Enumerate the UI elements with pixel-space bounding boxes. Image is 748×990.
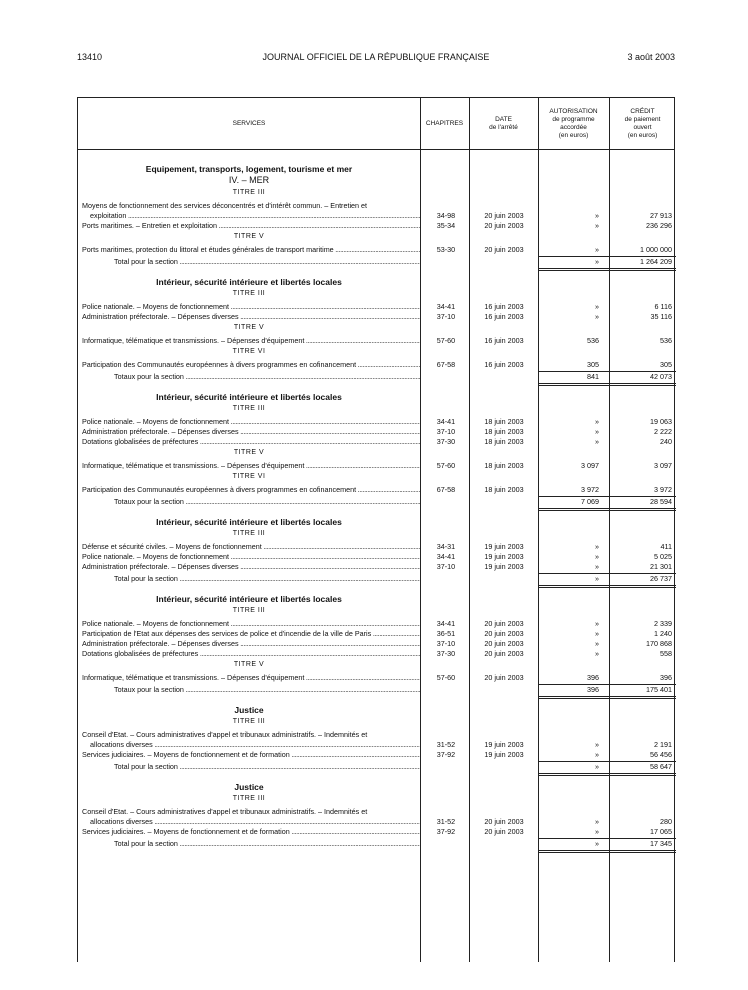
table-row <box>78 211 676 221</box>
titre-heading: TITRE V <box>233 233 265 240</box>
header-divider <box>78 149 674 150</box>
table-row <box>78 245 676 255</box>
autorisation-cell: 396 <box>587 673 599 682</box>
titre-heading: TITRE III <box>232 607 266 614</box>
service-label: Totaux pour la section ..... <box>114 685 420 695</box>
total-row <box>78 762 676 772</box>
service-label: Services judiciaires. – Moyens de fonctionnement et de formation ..... <box>82 827 420 837</box>
credit-cell: 280 <box>660 817 672 826</box>
chapitre-cell: 34-41 <box>436 619 456 628</box>
chapitre-cell: 57-60 <box>436 461 456 470</box>
autorisation-cell: » <box>595 211 599 220</box>
journal-title: JOURNAL OFFICIEL DE LA RÉPUBLIQUE FRANÇAISE <box>262 52 490 62</box>
service-label: Défense et sécurité civiles. – Moyens de fonctionnement ..... <box>82 542 420 552</box>
autorisation-cell: » <box>595 762 599 771</box>
service-label: Police nationale. – Moyens de fonctionnement ..... <box>82 302 420 312</box>
date-cell: 16 juin 2003 <box>484 302 524 311</box>
service-label: allocations diverses ..... <box>90 740 420 750</box>
date-cell: 20 juin 2003 <box>484 211 524 220</box>
chapitre-cell: 34-41 <box>436 302 456 311</box>
credit-cell: 2 339 <box>654 619 672 628</box>
chapitre-cell: 37-10 <box>436 427 456 436</box>
credit-cell: 58 647 <box>650 762 672 771</box>
issue-date: 3 août 2003 <box>627 52 675 62</box>
credit-cell: 2 222 <box>654 427 672 436</box>
section-title: Justice <box>234 705 264 715</box>
total-rule <box>538 585 676 586</box>
table-row <box>78 485 676 495</box>
date-cell: 20 juin 2003 <box>484 639 524 648</box>
service-label: Totaux pour la section ..... <box>114 497 420 507</box>
date-cell: 20 juin 2003 <box>484 673 524 682</box>
service-label: allocations diverses ..... <box>90 817 420 827</box>
section-title: Intérieur, sécurité intérieure et libertés locales <box>156 594 342 604</box>
date-cell: 20 juin 2003 <box>484 221 524 230</box>
autorisation-cell: » <box>595 750 599 759</box>
chapitre-cell: 53-30 <box>436 245 456 254</box>
service-label: Police nationale. – Moyens de fonctionnement ..... <box>82 417 420 427</box>
service-label: Participation de l'Etat aux dépenses des services de police et d'incendie de la ville de Paris ..... <box>82 629 420 639</box>
table-row <box>78 639 676 649</box>
service-label: Informatique, télématique et transmissions. – Dépenses d'équipement ..... <box>82 461 420 471</box>
date-cell: 19 juin 2003 <box>484 740 524 749</box>
date-cell: 19 juin 2003 <box>484 552 524 561</box>
table-row <box>78 827 676 837</box>
service-label: Administration préfectorale. – Dépenses diverses ..... <box>82 639 420 649</box>
chapitre-cell: 34-41 <box>436 417 456 426</box>
service-label: Conseil d'Etat. – Cours administratives d'appel et tribunaux administratifs. – Indemnités et <box>82 807 368 816</box>
total-rule <box>538 587 676 588</box>
chapitre-cell: 37-92 <box>436 827 456 836</box>
table-row <box>78 673 676 683</box>
chapitre-cell: 57-60 <box>436 336 456 345</box>
date-cell: 16 juin 2003 <box>484 360 524 369</box>
credit-cell: 305 <box>660 360 672 369</box>
total-rule <box>538 838 676 839</box>
credit-cell: 19 063 <box>650 417 672 426</box>
autorisation-cell: 7 069 <box>581 497 599 506</box>
table-row <box>78 312 676 322</box>
autorisation-cell: » <box>595 257 599 266</box>
credit-cell: 6 116 <box>654 302 672 311</box>
autorisation-cell: » <box>595 817 599 826</box>
table-row <box>78 807 676 817</box>
credit-cell: 1 264 209 <box>640 257 672 266</box>
credit-cell: 27 913 <box>650 211 672 220</box>
titre-heading: TITRE III <box>232 189 266 196</box>
autorisation-cell: » <box>595 639 599 648</box>
col-header-services: SERVICES <box>232 119 266 127</box>
total-row <box>78 497 676 507</box>
service-label: Ports maritimes, protection du littoral et études générales de transport maritime ..... <box>82 245 420 255</box>
chapitre-cell: 37-92 <box>436 750 456 759</box>
table-row <box>78 740 676 750</box>
service-label: Administration préfectorale. – Dépenses diverses ..... <box>82 427 420 437</box>
page-number: 13410 <box>77 52 103 62</box>
col-header-chapitres: CHAPITRES <box>425 119 464 127</box>
autorisation-cell: 3 097 <box>581 461 599 470</box>
credit-cell: 3 972 <box>654 485 672 494</box>
section-subtitle: IV. – MER <box>228 175 270 185</box>
autorisation-cell: 3 972 <box>581 485 599 494</box>
total-rule <box>538 698 676 699</box>
titre-heading: TITRE VI <box>232 473 266 480</box>
service-label: Conseil d'Etat. – Cours administratives d'appel et tribunaux administratifs. – Indemnités et <box>82 730 368 739</box>
credit-cell: 396 <box>660 673 672 682</box>
chapitre-cell: 37-10 <box>436 639 456 648</box>
date-cell: 18 juin 2003 <box>484 427 524 436</box>
autorisation-cell: » <box>595 649 599 658</box>
chapitre-cell: 37-10 <box>436 312 456 321</box>
total-rule <box>538 383 676 384</box>
autorisation-cell: 396 <box>587 685 599 694</box>
titre-heading: TITRE III <box>232 718 266 725</box>
section-title: Intérieur, sécurité intérieure et libertés locales <box>156 277 342 287</box>
service-label: Dotations globalisées de préfectures ..... <box>82 437 420 447</box>
table-row <box>78 730 676 740</box>
total-rule <box>538 773 676 774</box>
autorisation-cell: » <box>595 619 599 628</box>
autorisation-cell: 841 <box>587 372 599 381</box>
autorisation-cell: » <box>595 312 599 321</box>
total-row <box>78 685 676 695</box>
credit-cell: 1 000 000 <box>640 245 672 254</box>
chapitre-cell: 37-30 <box>436 437 456 446</box>
autorisation-cell: » <box>595 245 599 254</box>
autorisation-cell: » <box>595 827 599 836</box>
date-cell: 18 juin 2003 <box>484 461 524 470</box>
credit-cell: 411 <box>660 542 672 551</box>
chapitre-cell: 31-52 <box>436 740 456 749</box>
service-label: Ports maritimes. – Entretien et exploitation ..... <box>82 221 420 231</box>
autorisation-cell: » <box>595 417 599 426</box>
date-cell: 16 juin 2003 <box>484 312 524 321</box>
credit-cell: 1 240 <box>654 629 672 638</box>
titre-heading: TITRE V <box>233 449 265 456</box>
chapitre-cell: 57-60 <box>436 673 456 682</box>
date-cell: 18 juin 2003 <box>484 485 524 494</box>
total-rule <box>538 696 676 697</box>
credit-cell: 17 065 <box>650 827 672 836</box>
credit-cell: 17 345 <box>650 839 672 848</box>
chapitre-cell: 31-52 <box>436 817 456 826</box>
credit-cell: 21 301 <box>650 562 672 571</box>
autorisation-cell: » <box>595 427 599 436</box>
table-row <box>78 552 676 562</box>
service-label: Services judiciaires. – Moyens de fonctionnement et de formation ..... <box>82 750 420 760</box>
total-row <box>78 372 676 382</box>
autorisation-cell: » <box>595 629 599 638</box>
total-row <box>78 257 676 267</box>
service-label: Totaux pour la section ..... <box>114 372 420 382</box>
total-row <box>78 574 676 584</box>
section-title: Equipement, transports, logement, tourisme et mer <box>145 164 353 174</box>
date-cell: 19 juin 2003 <box>484 750 524 759</box>
credit-cell: 56 456 <box>650 750 672 759</box>
total-rule <box>538 270 676 271</box>
col-header-autorisation: AUTORISATION de programme accordée (en euros) <box>549 107 598 139</box>
chapitre-cell: 67-58 <box>436 360 456 369</box>
credit-cell: 240 <box>660 437 672 446</box>
col-header-credit: CRÉDIT de paiement ouvert (en euros) <box>624 107 661 139</box>
service-label: Total pour la section ..... <box>114 839 420 849</box>
total-row <box>78 839 676 849</box>
table-row <box>78 336 676 346</box>
table-row <box>78 437 676 447</box>
service-label: Administration préfectorale. – Dépenses diverses ..... <box>82 312 420 322</box>
credit-cell: 42 073 <box>650 372 672 381</box>
service-label: Police nationale. – Moyens de fonctionnement ..... <box>82 552 420 562</box>
titre-heading: TITRE VI <box>232 348 266 355</box>
chapitre-cell: 37-30 <box>436 649 456 658</box>
service-label: exploitation ..... <box>90 211 420 221</box>
table-row <box>78 360 676 370</box>
total-rule <box>538 371 676 372</box>
total-rule <box>538 761 676 762</box>
service-label: Participation des Communautés européennes à divers programmes en cofinancement ..... <box>82 360 420 370</box>
service-label: Informatique, télématique et transmissions. – Dépenses d'équipement ..... <box>82 673 420 683</box>
autorisation-cell: » <box>595 221 599 230</box>
date-cell: 20 juin 2003 <box>484 817 524 826</box>
table-row <box>78 427 676 437</box>
service-label: Police nationale. – Moyens de fonctionnement ..... <box>82 619 420 629</box>
chapitre-cell: 67-58 <box>436 485 456 494</box>
autorisation-cell: » <box>595 437 599 446</box>
credit-cell: 536 <box>660 336 672 345</box>
credit-cell: 3 097 <box>654 461 672 470</box>
autorisation-cell: » <box>595 552 599 561</box>
total-rule <box>538 573 676 574</box>
table-row <box>78 417 676 427</box>
credit-cell: 2 191 <box>654 740 672 749</box>
autorisation-cell: » <box>595 839 599 848</box>
date-cell: 16 juin 2003 <box>484 336 524 345</box>
chapitre-cell: 34-41 <box>436 552 456 561</box>
credits-table <box>77 97 675 962</box>
credit-cell: 175 401 <box>646 685 672 694</box>
total-rule <box>538 508 676 509</box>
total-rule <box>538 496 676 497</box>
date-cell: 18 juin 2003 <box>484 437 524 446</box>
date-cell: 20 juin 2003 <box>484 619 524 628</box>
total-rule <box>538 256 676 257</box>
chapitre-cell: 36-51 <box>436 629 456 638</box>
service-label: Total pour la section ..... <box>114 257 420 267</box>
total-rule <box>538 684 676 685</box>
credit-cell: 28 594 <box>650 497 672 506</box>
autorisation-cell: 305 <box>587 360 599 369</box>
credit-cell: 26 737 <box>650 574 672 583</box>
page-header <box>77 52 675 66</box>
chapitre-cell: 34-98 <box>436 211 456 220</box>
credit-cell: 35 116 <box>650 312 672 321</box>
date-cell: 20 juin 2003 <box>484 245 524 254</box>
col-header-date: DATE de l'arrêté <box>489 115 518 131</box>
total-rule <box>538 852 676 853</box>
titre-heading: TITRE III <box>232 405 266 412</box>
table-row <box>78 221 676 231</box>
table-row <box>78 649 676 659</box>
chapitre-cell: 37-10 <box>436 562 456 571</box>
table-row <box>78 619 676 629</box>
titre-heading: TITRE III <box>232 795 266 802</box>
table-row <box>78 750 676 760</box>
credit-cell: 170 868 <box>646 639 672 648</box>
service-label: Moyens de fonctionnement des services déconcentrés et d'intérêt commun. – Entretien et <box>82 201 368 210</box>
autorisation-cell: » <box>595 542 599 551</box>
section-title: Justice <box>234 782 264 792</box>
table-row <box>78 629 676 639</box>
table-row <box>78 542 676 552</box>
titre-heading: TITRE V <box>233 661 265 668</box>
chapitre-cell: 35-34 <box>436 221 456 230</box>
autorisation-cell: » <box>595 740 599 749</box>
autorisation-cell: » <box>595 302 599 311</box>
service-label: Participation des Communautés européennes à divers programmes en cofinancement ..... <box>82 485 420 495</box>
service-label: Dotations globalisées de préfectures ..... <box>82 649 420 659</box>
titre-heading: TITRE III <box>232 530 266 537</box>
table-row <box>78 562 676 572</box>
date-cell: 20 juin 2003 <box>484 649 524 658</box>
credit-cell: 5 025 <box>654 552 672 561</box>
autorisation-cell: » <box>595 562 599 571</box>
total-rule <box>538 850 676 851</box>
service-label: Administration préfectorale. – Dépenses diverses ..... <box>82 562 420 572</box>
date-cell: 20 juin 2003 <box>484 827 524 836</box>
titre-heading: TITRE V <box>233 324 265 331</box>
total-rule <box>538 385 676 386</box>
section-title: Intérieur, sécurité intérieure et libertés locales <box>156 517 342 527</box>
autorisation-cell: 536 <box>587 336 599 345</box>
service-label: Informatique, télématique et transmissions. – Dépenses d'équipement ..... <box>82 336 420 346</box>
table-row <box>78 302 676 312</box>
total-rule <box>538 510 676 511</box>
date-cell: 18 juin 2003 <box>484 417 524 426</box>
credit-cell: 558 <box>660 649 672 658</box>
table-row <box>78 461 676 471</box>
total-rule <box>538 775 676 776</box>
chapitre-cell: 34-31 <box>436 542 456 551</box>
table-row <box>78 201 676 211</box>
date-cell: 20 juin 2003 <box>484 629 524 638</box>
date-cell: 19 juin 2003 <box>484 542 524 551</box>
total-rule <box>538 268 676 269</box>
autorisation-cell: » <box>595 574 599 583</box>
section-title: Intérieur, sécurité intérieure et libertés locales <box>156 392 342 402</box>
credit-cell: 236 296 <box>646 221 672 230</box>
service-label: Total pour la section ..... <box>114 762 420 772</box>
table-row <box>78 817 676 827</box>
service-label: Total pour la section ..... <box>114 574 420 584</box>
date-cell: 19 juin 2003 <box>484 562 524 571</box>
titre-heading: TITRE III <box>232 290 266 297</box>
